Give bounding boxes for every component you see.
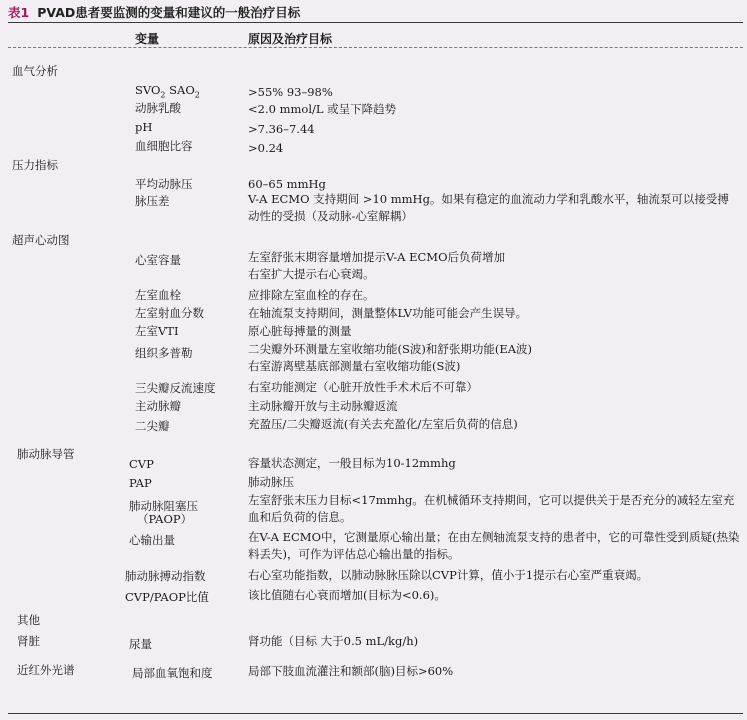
var-map: 平均动脉压: [135, 177, 193, 191]
var-lv-volume: 心室容量: [135, 253, 181, 267]
value-mitral-valve: 充盈压/二尖瓣返流(有关去充盈化/左室后负荷的信息): [248, 417, 518, 431]
var-urine: 尿量: [129, 637, 152, 651]
value-cvp-paop: 该比值随右心衰而增加(目标为<0.6)。: [248, 588, 446, 602]
var-svo2-sao2: $SVO_2$ $SAO_2$: [135, 83, 200, 100]
value-svo2-sao2: >55% 93–98%: [248, 85, 333, 99]
value-tr-velocity: 右室功能测定（心脏开放性手术术后不可靠）: [248, 380, 478, 394]
var-lactate: 动脉乳酸: [135, 101, 181, 115]
value-cvp: 容量状态测定，一般目标为10-12mmhg: [248, 456, 456, 470]
var-pap: PAP: [129, 476, 152, 490]
header-variable: 变量: [135, 32, 160, 46]
var-cardiac-output: 心输出量: [129, 533, 175, 547]
header-rule: [8, 47, 743, 48]
value-regional-sat: 局部下肢血流灌注和额部(脑)目标>60%: [248, 664, 454, 678]
section-pa-catheter: 肺动脉导管: [17, 447, 75, 461]
var-cvp-paop: CVP/PAOP比值: [125, 590, 209, 604]
var-tr-velocity: 三尖瓣反流速度: [135, 381, 216, 395]
value-lv-vti: 原心脏每搏量的测量: [248, 324, 352, 338]
var-lv-vti: 左室VTI: [135, 324, 179, 338]
table-caption: [8, 3, 743, 23]
value-lv-thrombus: 应排除左室血栓的存在。: [248, 288, 375, 302]
section-nirs: 近红外光谱: [17, 663, 75, 677]
var-hct: 血细胞比容: [135, 139, 193, 153]
var-mitral-valve: 二尖瓣: [135, 419, 170, 433]
header-target: 原因及治疗目标: [248, 32, 333, 46]
var-regional-sat: 局部血氧饱和度: [132, 666, 213, 680]
value-cardiac-output: 在V-A ECMO中，它测量原心输出量；在由左侧轴流泵支持的患者中，它的可靠性受到质疑(热染 料丢失)，可作为评估总心输出量的指标。: [248, 530, 740, 561]
value-map: 60–65 mmHg: [248, 177, 326, 191]
var-lvef: 左室射血分数: [135, 306, 204, 320]
value-pap: 肺动脉压: [248, 475, 294, 489]
section-other: 其他: [17, 613, 40, 627]
value-hct: >0.24: [248, 141, 284, 155]
section-pressure: 压力指标: [12, 158, 58, 172]
var-ph: pH: [135, 120, 153, 134]
value-papi: 右心室功能指数，以肺动脉脉压除以CVP计算，值小于1提示右心室严重衰竭。: [248, 568, 649, 582]
value-aortic-valve: 主动脉瓣开放与主动脉瓣返流: [248, 399, 398, 413]
value-lactate: <2.0 mmol/L 或呈下降趋势: [248, 102, 397, 116]
bottom-rule: [8, 713, 743, 714]
section-kidney: 肾脏: [17, 634, 40, 648]
section-blood-gas: 血气分析: [12, 64, 58, 78]
section-echo: 超声心动图: [12, 233, 70, 247]
table-number: 表1: [8, 5, 30, 20]
var-pulse-pressure: 脉压差: [135, 194, 170, 208]
var-lv-thrombus: 左室血栓: [135, 288, 181, 302]
table-title: PVAD患者要监测的变量和建议的一般治疗目标: [37, 5, 301, 20]
top-rule: [8, 22, 743, 23]
value-lvef: 在轴流泵支持期间，测量整体LV功能可能会产生误导。: [248, 306, 528, 320]
var-papi: 肺动脉搏动指数: [125, 569, 206, 583]
var-paop: 肺动脉阻塞压 （PAOP）: [129, 499, 198, 526]
value-lv-volume: 左室舒张末期容量增加提示V-A ECMO后负荷增加 右室扩大提示右心衰竭。: [248, 250, 505, 281]
value-paop: 左室舒张末压力目标<17mmhg。在机械循环支持期间，它可以提供关于是否充分的减轻左室充 血和后负荷的信息。: [248, 493, 735, 524]
value-urine: 肾功能（目标 大于0.5 mL/kg/h): [248, 634, 419, 648]
value-ph: >7.36–7.44: [248, 122, 315, 136]
var-cvp: CVP: [129, 457, 154, 471]
value-tissue-doppler: 二尖瓣外环测量左室收缩功能(S波)和舒张期功能(EA波) 右室游离壁基底部测量右室收缩功能(S波): [248, 342, 533, 373]
var-aortic-valve: 主动脉瓣: [135, 399, 181, 413]
var-tissue-doppler: 组织多普勒: [135, 346, 193, 360]
value-pulse-pressure: V-A ECMO 支持期间 >10 mmHg。如果有稳定的血流动力学和乳酸水平，轴流泵可以接受搏 动性的受损（及动脉-心室解耦）: [248, 192, 729, 223]
